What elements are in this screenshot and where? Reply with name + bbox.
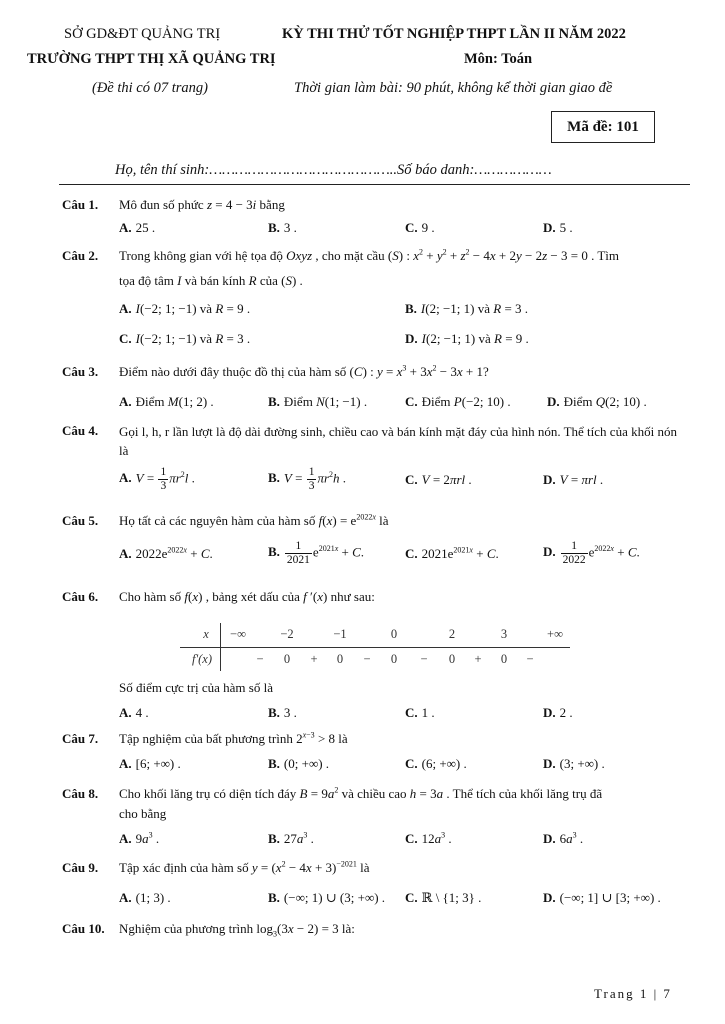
question-label: Câu 8. bbox=[62, 786, 99, 801]
table-x-value: 2 bbox=[448, 627, 456, 641]
table-x-value: −1 bbox=[333, 627, 347, 641]
option-d[interactable]: D. 5 . bbox=[543, 220, 573, 235]
pages-note: (Đề thi có 07 trang) bbox=[92, 80, 208, 96]
option-b[interactable]: B. 3 . bbox=[268, 705, 297, 720]
option-d[interactable]: D. $6a^3$ . bbox=[543, 830, 584, 846]
option-c[interactable]: C. Điểm P(−2; 10) . bbox=[405, 394, 511, 409]
time-note: Thời gian làm bài: 90 phút, không kể thời gian giao đề bbox=[294, 80, 613, 96]
question-label: Câu 6. bbox=[62, 589, 99, 604]
option-c[interactable]: C. (6; +∞) . bbox=[405, 756, 467, 771]
table-zero: 0 bbox=[336, 652, 344, 666]
question-text-cont: cho bằng bbox=[119, 806, 167, 821]
table-zero: 0 bbox=[500, 652, 508, 666]
question-text-cont: tọa độ tâm I và bán kính R của (S) . bbox=[119, 273, 303, 288]
option-d[interactable]: D. I(2; −1; 1) và R = 9 . bbox=[405, 331, 529, 346]
table-sign: + bbox=[310, 652, 318, 666]
question-text: Điểm nào dưới đây thuộc đồ thị của hàm số (C) : $y = x^3 + 3x^2 - 3x + 1$? bbox=[119, 363, 489, 379]
option-c[interactable]: C. I(−2; 1; −1) và R = 3 . bbox=[119, 331, 251, 346]
question-text: Tập nghiệm của bất phương trình $2^{x-3} > 8$ là bbox=[119, 730, 348, 746]
table-fp-label: f'(x) bbox=[191, 652, 213, 666]
option-a[interactable]: A. Điểm M(1; 2) . bbox=[119, 394, 214, 409]
table-x-value: 0 bbox=[390, 627, 398, 641]
option-b[interactable]: B. (0; +∞) . bbox=[268, 756, 330, 771]
table-sign: − bbox=[363, 652, 371, 666]
question-label: Câu 9. bbox=[62, 860, 99, 875]
option-b[interactable]: B. (−∞; 1) ∪ (3; +∞) . bbox=[268, 890, 386, 905]
option-a[interactable]: A. [6; +∞) . bbox=[119, 756, 181, 771]
option-b[interactable]: B. $\frac{1}{2021}$ $e^{2021x} + C$. bbox=[268, 540, 365, 566]
question-label: Câu 2. bbox=[62, 248, 99, 263]
option-d[interactable]: D. V = πrl . bbox=[543, 472, 604, 487]
table-zero: 0 bbox=[283, 652, 291, 666]
option-c[interactable]: C. V = 2πrl . bbox=[405, 472, 472, 487]
header-divider bbox=[59, 184, 690, 185]
question-text: Mô đun số phức z = 4 − 3i bằng bbox=[119, 197, 285, 212]
question-text: Cho khối lăng trụ có diện tích đáy $B = 9a^2$ và chiều cao h = 3a . Thể tích của khối lăng trụ đã bbox=[119, 785, 603, 801]
option-a[interactable]: A. 25 . bbox=[119, 220, 156, 235]
option-a[interactable]: A. V = $\frac{1}{3}$ $\pi r^2l$ . bbox=[119, 466, 195, 492]
option-b[interactable]: B. I(2; −1; 1) và R = 3 . bbox=[405, 301, 529, 316]
option-d[interactable]: D. (−∞; 1] ∪ [3; +∞) . bbox=[543, 890, 661, 905]
table-zero: 0 bbox=[390, 652, 398, 666]
sign-table bbox=[180, 623, 570, 671]
option-a[interactable]: A. $9a^3$ . bbox=[119, 830, 160, 846]
option-a[interactable]: A. (1; 3) . bbox=[119, 890, 171, 905]
option-d[interactable]: D. 2 . bbox=[543, 705, 573, 720]
option-b[interactable]: B. V = $\frac{1}{3}$ $\pi r^2h$ . bbox=[268, 466, 347, 492]
table-x-value: −2 bbox=[280, 627, 294, 641]
question-text-cont: Số điểm cực trị của hàm số là bbox=[119, 680, 273, 695]
option-c[interactable]: C. 9 . bbox=[405, 220, 435, 235]
page-footer: Trang 1 | 7 bbox=[594, 986, 672, 1001]
table-zero: 0 bbox=[448, 652, 456, 666]
table-x-value: 3 bbox=[500, 627, 508, 641]
option-d[interactable]: D. Điểm Q(2; 10) . bbox=[547, 394, 647, 409]
question-text: Gọi l, h, r lần lượt là độ dài đường sinh, chiều cao và bán kính mặt đáy của hình nón. Thể tích của khối nón là bbox=[119, 424, 677, 458]
school-name: TRƯỜNG THPT THỊ XÃ QUẢNG TRỊ bbox=[27, 51, 276, 67]
option-c[interactable]: C. 1 . bbox=[405, 705, 435, 720]
option-b[interactable]: B. 3 . bbox=[268, 220, 297, 235]
option-a[interactable]: A. I(−2; 1; −1) và R = 9 . bbox=[119, 301, 251, 316]
option-d[interactable]: D. (3; +∞) . bbox=[543, 756, 605, 771]
subject: Môn: Toán bbox=[464, 51, 533, 67]
exam-title: KỲ THI THỬ TỐT NGHIỆP THPT LẦN II NĂM 2022 bbox=[282, 26, 626, 42]
option-c[interactable]: C. $2021e^{2021x} + C$. bbox=[405, 545, 499, 561]
table-x-value: −∞ bbox=[230, 627, 246, 641]
question-text: Họ tất cả các nguyên hàm của hàm số $f(x) = e^{2022x}$ là bbox=[119, 512, 389, 528]
candidate-line: Họ, tên thí sinh:……………………………………..Số báo danh:……………… bbox=[115, 162, 552, 178]
question-label: Câu 3. bbox=[62, 364, 99, 379]
table-sign: − bbox=[420, 652, 428, 666]
question-label: Câu 10. bbox=[62, 921, 105, 936]
option-c[interactable]: C. $12a^3$ . bbox=[405, 830, 452, 846]
question-label: Câu 7. bbox=[62, 731, 99, 746]
question-label: Câu 1. bbox=[62, 197, 99, 212]
question-text: Tập xác định của hàm số $y = (x^2 - 4x + 3)^{-2021}$ là bbox=[119, 859, 370, 875]
option-b[interactable]: B. Điểm N(1; −1) . bbox=[268, 394, 368, 409]
question-label: Câu 4. bbox=[62, 423, 99, 438]
question-text: Cho hàm số f(x) , bảng xét dấu của f ′(x) như sau: bbox=[119, 589, 375, 604]
table-sign: − bbox=[256, 652, 264, 666]
option-d[interactable]: D. $\frac{1}{2022}$ $e^{2022x} + C$. bbox=[543, 540, 640, 566]
option-c[interactable]: C. ℝ \ {1; 3} . bbox=[405, 890, 482, 905]
table-sign: − bbox=[526, 652, 534, 666]
table-sign: + bbox=[474, 652, 482, 666]
question-text: Trong không gian với hệ tọa độ Oxyz , cho mặt cầu (S) : $x^2 + y^2 + z^2 - 4x + 2y - 2z - 3 = 0$ . Tìm bbox=[119, 247, 619, 263]
option-b[interactable]: B. $27a^3$ . bbox=[268, 830, 314, 846]
question-label: Câu 5. bbox=[62, 513, 99, 528]
dept-name: SỞ GD&ĐT QUẢNG TRỊ bbox=[64, 26, 221, 42]
exam-code-box: Mã đề: 101 bbox=[551, 111, 655, 143]
table-x-value: +∞ bbox=[547, 627, 563, 641]
option-a[interactable]: A. $2022e^{2022x} + C$. bbox=[119, 545, 213, 561]
table-hline bbox=[180, 647, 570, 648]
table-x-label: x bbox=[203, 627, 209, 641]
question-text: Nghiệm của phương trình $\log_3(3x - 2) = 3$ là: bbox=[119, 921, 355, 939]
option-a[interactable]: A. 4 . bbox=[119, 705, 149, 720]
